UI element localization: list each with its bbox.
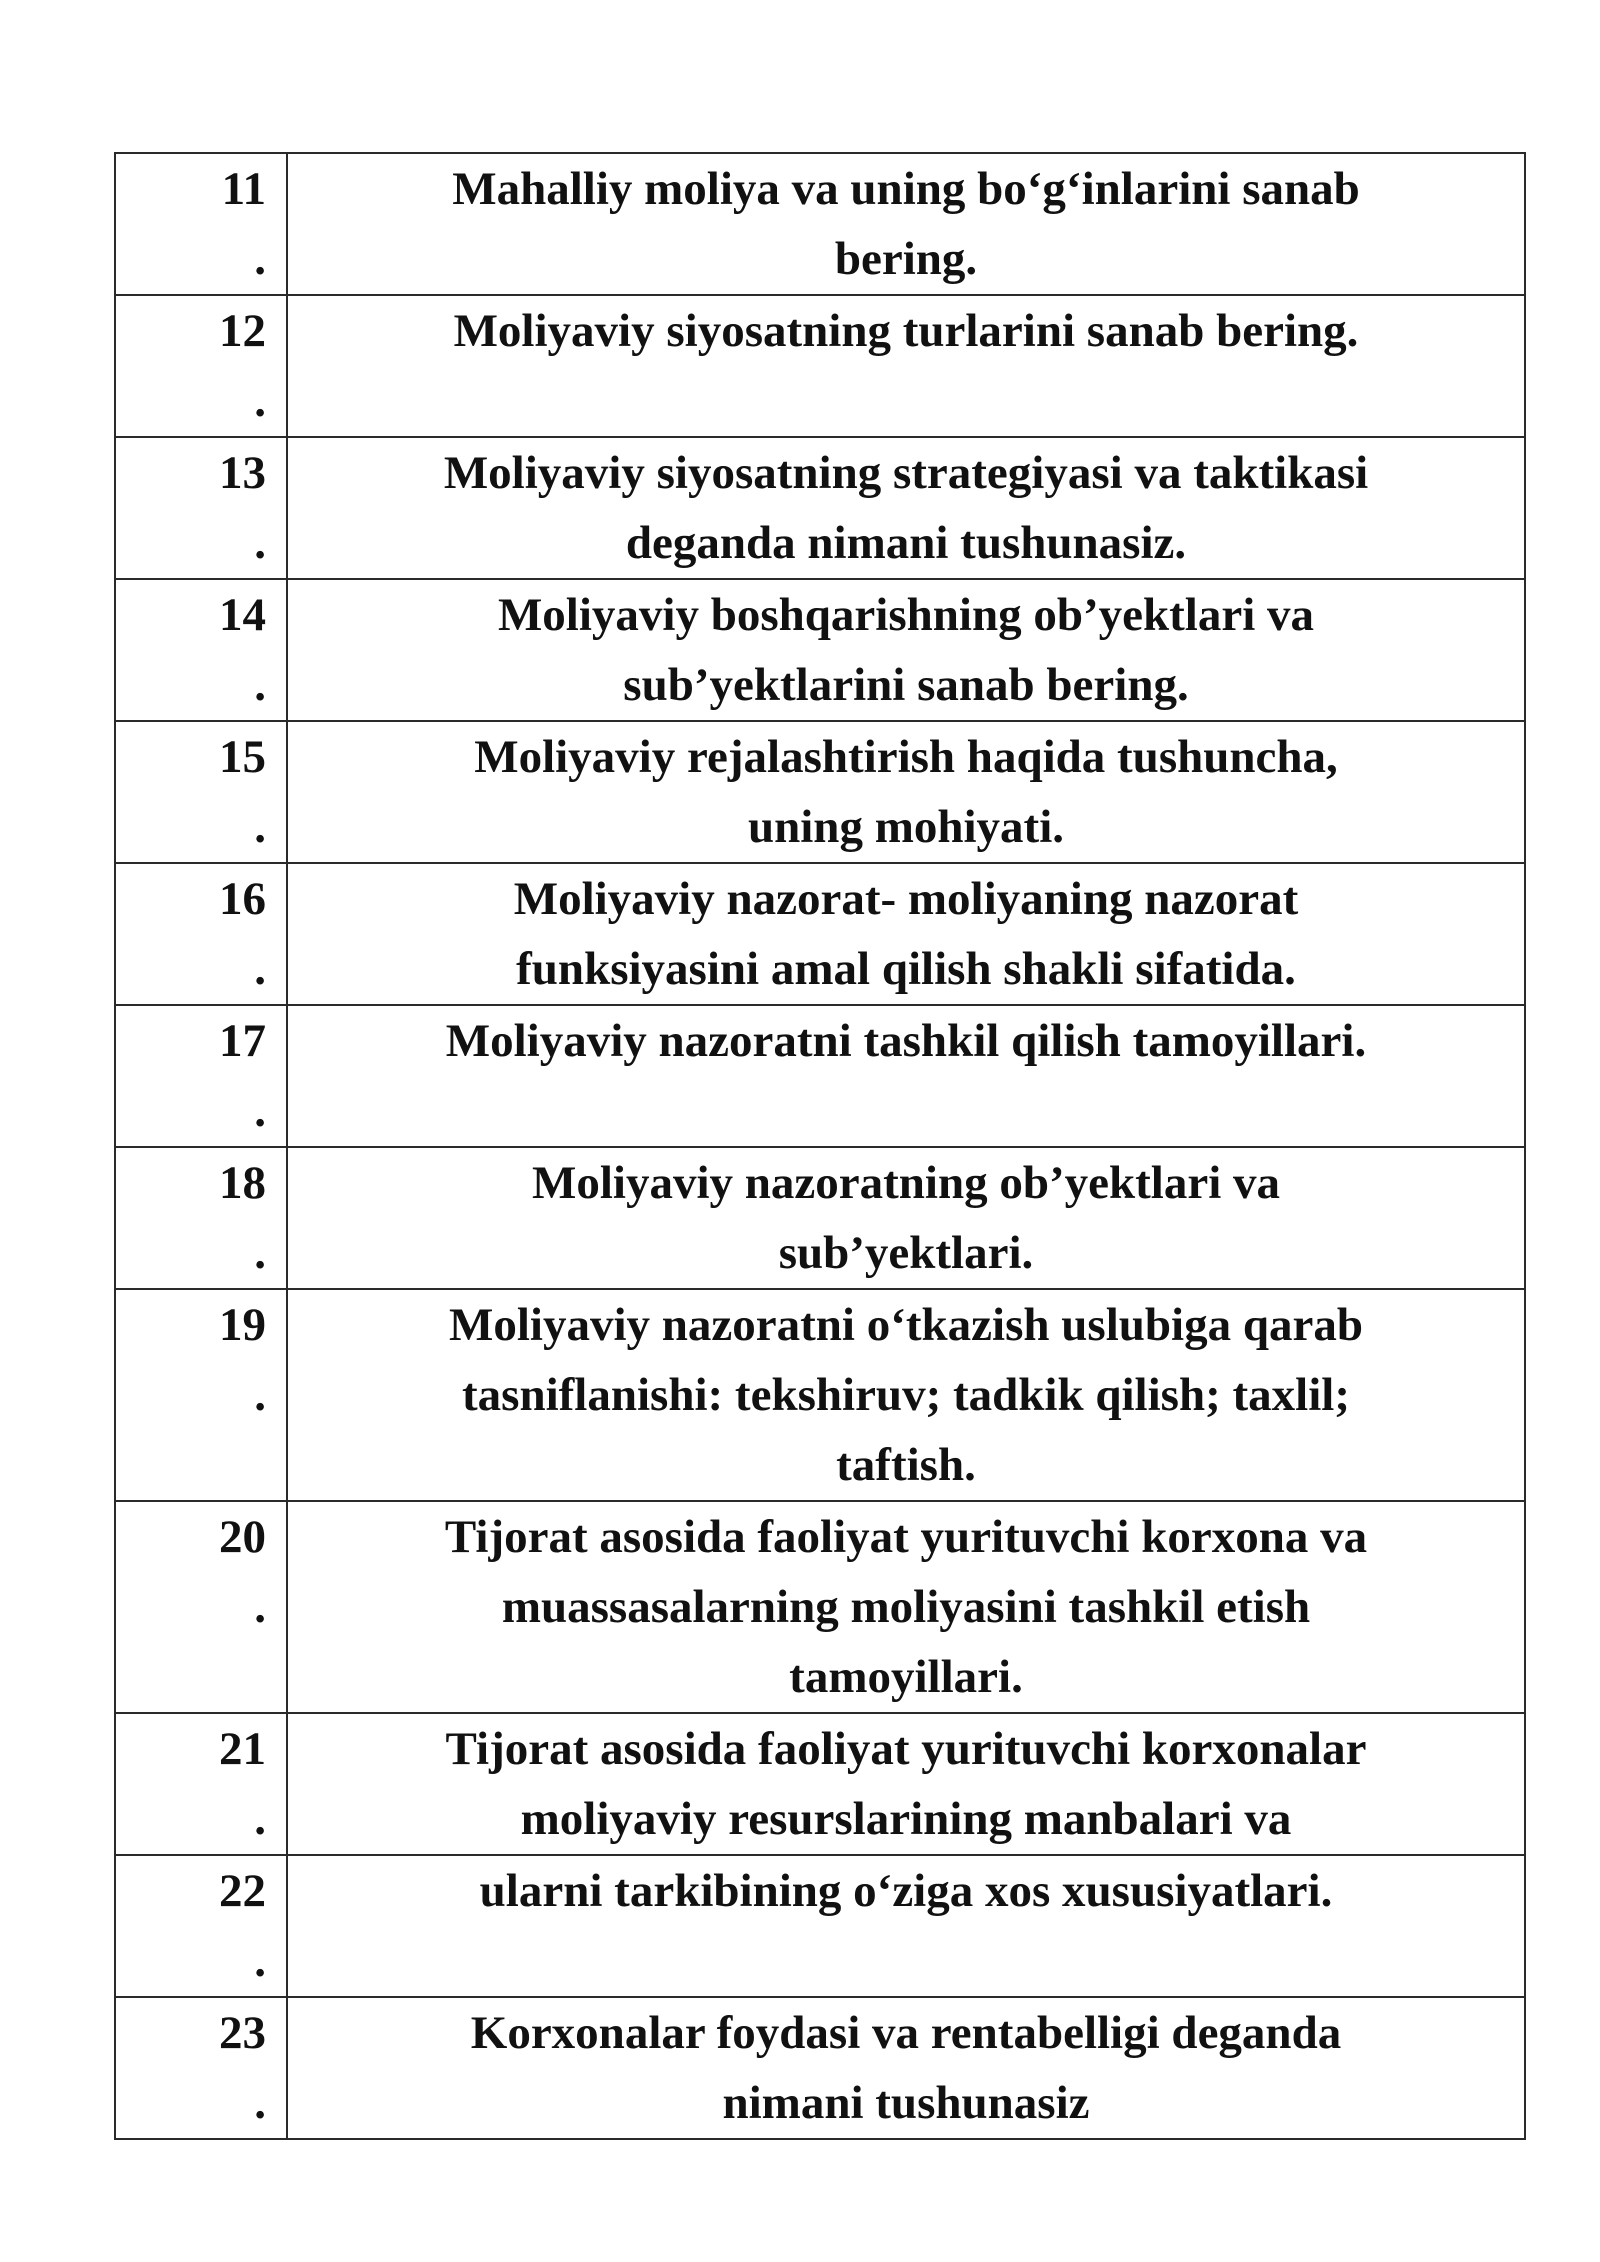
question-text: Moliyaviy nazorat- moliyaning nazorat funksiyasini amal qilish shakli sifatida. [513, 873, 1299, 995]
question-text: Moliyaviy siyosatning strategiyasi va taktikasi deganda nimani tushunasiz. [443, 447, 1369, 569]
question-text: Moliyaviy nazoratning ob’yektlari va sub’yektlari. [531, 1157, 1281, 1279]
questions-table-body [115, 153, 1525, 2139]
question-text: ularni tarkibining o‘ziga xos xususiyatlari. [479, 1865, 1333, 1917]
question-text: Moliyaviy nazoratni o‘tkazish uslubiga qarab tasniflanishi: tekshiruv; tadkik qilish; taxlil; taftish. [449, 1299, 1363, 1491]
questions-table [114, 152, 1526, 2140]
question-number-cell [115, 1855, 287, 1997]
question-text: Moliyaviy siyosatning turlarini sanab bering. [453, 305, 1359, 357]
question-number: 16 [219, 873, 266, 925]
question-text-cell [287, 1713, 1525, 1855]
table-row [115, 1501, 1525, 1713]
table-row [115, 1997, 1525, 2139]
table-row [115, 1713, 1525, 1855]
question-number-dot: . [254, 801, 266, 853]
question-number-cell [115, 1289, 287, 1501]
table-row [115, 721, 1525, 863]
question-text-cell [287, 1289, 1525, 1501]
question-number-dot: . [254, 233, 266, 285]
question-number: 21 [219, 1723, 266, 1775]
question-text-cell [287, 1501, 1525, 1713]
question-text-cell [287, 1147, 1525, 1289]
question-text-cell [287, 295, 1525, 437]
table-row [115, 1289, 1525, 1501]
question-number: 13 [219, 447, 266, 499]
question-text: Tijorat asosida faoliyat yurituvchi korxonalar moliyaviy resurslarining manbalari va [445, 1723, 1367, 1845]
question-number: 11 [221, 163, 266, 215]
question-number-cell [115, 1713, 287, 1855]
question-number: 19 [219, 1299, 266, 1351]
question-text-cell [287, 1997, 1525, 2139]
question-text: Mahalliy moliya va uning bo‘g‘inlarini sanab bering. [452, 163, 1360, 285]
question-number-dot: . [254, 375, 266, 427]
question-number-cell [115, 1501, 287, 1713]
question-number-cell [115, 437, 287, 579]
table-row [115, 863, 1525, 1005]
question-text-cell [287, 437, 1525, 579]
question-number-dot: . [254, 1227, 266, 1279]
question-text: Moliyaviy boshqarishning ob’yektlari va sub’yektlarini sanab bering. [497, 589, 1315, 711]
question-number-cell [115, 1997, 287, 2139]
question-number-cell [115, 863, 287, 1005]
question-number: 22 [219, 1865, 266, 1917]
question-text-cell [287, 1005, 1525, 1147]
question-number-dot: . [254, 943, 266, 995]
table-row [115, 579, 1525, 721]
table-row [115, 295, 1525, 437]
question-number-cell [115, 153, 287, 295]
question-number-dot: . [254, 1935, 266, 1987]
table-row [115, 1147, 1525, 1289]
question-number: 12 [219, 305, 266, 357]
question-number-cell [115, 1147, 287, 1289]
question-number-cell [115, 721, 287, 863]
question-text-cell [287, 863, 1525, 1005]
question-text-cell [287, 153, 1525, 295]
table-row [115, 1005, 1525, 1147]
question-text-cell [287, 721, 1525, 863]
question-number-dot: . [254, 2077, 266, 2129]
question-number-dot: . [254, 517, 266, 569]
question-number-dot: . [254, 1793, 266, 1845]
question-number: 20 [219, 1511, 266, 1563]
question-number-dot: . [254, 1581, 266, 1633]
question-number: 18 [219, 1157, 266, 1209]
question-number-cell [115, 579, 287, 721]
question-number-dot: . [254, 1085, 266, 1137]
question-text: Tijorat asosida faoliyat yurituvchi korxona va muassasalarning moliyasini tashkil etish tamoyillari. [444, 1511, 1368, 1703]
question-number-cell [115, 1005, 287, 1147]
question-number: 17 [219, 1015, 266, 1067]
question-text: Korxonalar foydasi va rentabelligi deganda nimani tushunasiz [470, 2007, 1342, 2129]
question-text: Moliyaviy nazoratni tashkil qilish tamoyillari. [445, 1015, 1367, 1067]
question-number-cell [115, 295, 287, 437]
question-number: 23 [219, 2007, 266, 2059]
question-text-cell [287, 579, 1525, 721]
question-number-dot: . [254, 659, 266, 711]
question-text: Moliyaviy rejalashtirish haqida tushuncha, uning mohiyati. [474, 731, 1338, 853]
table-row [115, 1855, 1525, 1997]
table-row [115, 437, 1525, 579]
table-row [115, 153, 1525, 295]
question-number: 14 [219, 589, 266, 641]
question-text-cell [287, 1855, 1525, 1997]
question-number-dot: . [254, 1369, 266, 1421]
question-number: 15 [219, 731, 266, 783]
